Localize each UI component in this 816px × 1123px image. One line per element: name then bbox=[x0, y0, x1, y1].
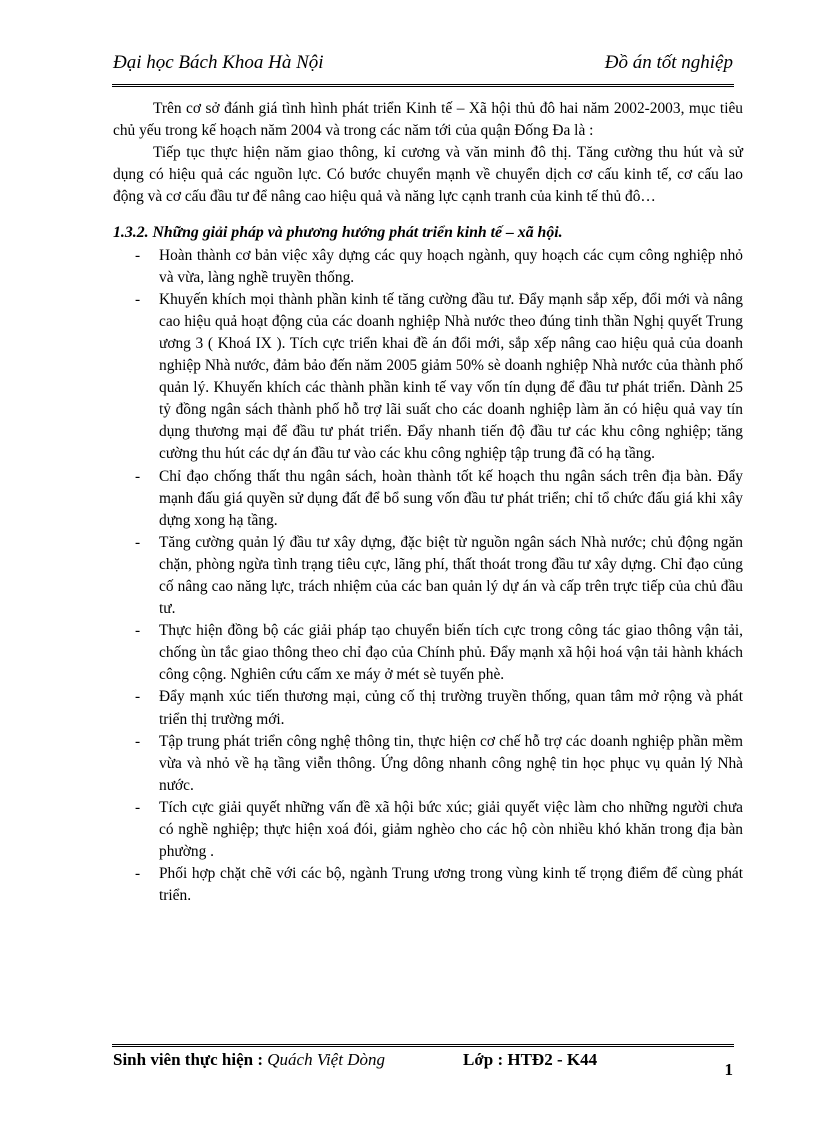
list-item-text: Đẩy mạnh xúc tiến thương mại, củng cố thị trường truyền thống, quan tâm mở rộng và phát triển thị trường mới. bbox=[159, 688, 743, 728]
list-item bbox=[113, 863, 743, 907]
document-body bbox=[113, 98, 743, 907]
list-item-text: Thực hiện đồng bộ các giải pháp tạo chuyển biến tích cực trong công tác giao thông vận tải, chống ùn tắc giao thông theo chỉ đạo của Chính phủ. Đẩy mạnh xã hội hoá vận tải hành khách công cộng. Nghiên cứu cấm xe máy ở mét sè tuyến phè. bbox=[159, 622, 743, 684]
list-item bbox=[113, 466, 743, 532]
footer-divider bbox=[112, 1044, 734, 1047]
section-heading: 1.3.2. Những giải pháp và phương hướng phát triển kinh tế – xã hội. bbox=[113, 224, 563, 242]
bullet-dash: - bbox=[135, 246, 141, 264]
page-number: 1 bbox=[724, 1060, 733, 1079]
list-item bbox=[113, 289, 743, 466]
list-item-text: Phối hợp chặt chẽ với các bộ, ngành Trung ương trong vùng kinh tế trọng điểm để cùng phát triển. bbox=[159, 865, 743, 905]
student-name: Quách Việt Dòng bbox=[267, 1050, 385, 1069]
list-item-text: Chỉ đạo chống thất thu ngân sách, hoàn thành tốt kế hoạch thu ngân sách trên địa bàn. Đẩy mạnh đấu giá quyền sử dụng đất để bổ sung vốn đầu tư phát triển; chỉ tổ chức đấu giá khi xây dựng xong hạ tầng. bbox=[159, 467, 743, 529]
list-item-text: Khuyến khích mọi thành phần kinh tế tăng cường đầu tư. Đẩy mạnh sắp xếp, đổi mới và nâng cao hiệu quả hoạt động của các doanh nghiệp Nhà nước theo đúng tinh thần Nghị quyết Trung ương 3 ( Khoá IX ). Tích cực triển khai đề án đổi mới, sắp xếp nâng cao hiệu quả của doanh nghiệp Nhà nước, đảm bảo đến năm 2005 giảm 50% sè doanh nghiệp Nhà nước của thành phố quản lý. Khuyến khích các thành phần kinh tế vay vốn tín dụng để đầu tư phát triển. Dành 25 tỷ đồng ngân sách thành phố hỗ trợ lãi suất cho các doanh nghiệp làm ăn có hiệu quả vay tín dụng thương mại để đầu tư phát triển. Đẩy nhanh tiến độ đầu tư các khu công nghiệp; tăng cường thu hút các dự án đầu tư vào các khu công nghiệp tập trung đã có hạ tầng. bbox=[159, 290, 743, 463]
page-header bbox=[113, 52, 733, 78]
solutions-list bbox=[113, 245, 743, 908]
list-item bbox=[113, 731, 743, 797]
list-item bbox=[113, 532, 743, 620]
bullet-dash: - bbox=[135, 688, 141, 706]
list-item bbox=[113, 620, 743, 686]
footer-class: Lớp : HTĐ2 - K44 bbox=[463, 1050, 598, 1069]
header-university: Đại học Bách Khoa Hà Nội bbox=[113, 52, 324, 73]
header-document-type: Đồ án tốt nghiệp bbox=[604, 52, 733, 73]
header-divider bbox=[112, 84, 734, 87]
intro-paragraph-2: Tiếp tục thực hiện năm giao thông, kỉ cương và văn minh đô thị. Tăng cường thu hút và sử dụng có hiệu quả các nguồn lực. Có bước chuyển mạnh về chuyển dịch cơ cấu kinh tế, cơ cấu lao động và cơ cấu đầu tư để nâng cao hiệu quả và năng lực cạnh tranh của kinh tế thủ đô… bbox=[113, 144, 743, 206]
list-item bbox=[113, 686, 743, 730]
bullet-dash: - bbox=[135, 732, 141, 750]
bullet-dash: - bbox=[135, 622, 141, 640]
bullet-dash: - bbox=[135, 290, 141, 308]
intro-paragraph-1: Trên cơ sở đánh giá tình hình phát triển Kinh tế – Xã hội thủ đô hai năm 2002-2003, mục tiêu chủ yếu trong kế hoạch năm 2004 và trong các năm tới của quận Đống Đa là : bbox=[113, 100, 743, 140]
bullet-dash: - bbox=[135, 533, 141, 551]
footer-student bbox=[113, 1050, 385, 1070]
list-item bbox=[113, 245, 743, 289]
list-item-text: Tăng cường quản lý đầu tư xây dựng, đặc biệt từ nguồn ngân sách Nhà nước; chủ động ngăn chặn, phòng ngừa tình trạng tiêu cực, lãng phí, thất thoát trong đầu tư xây dựng. Chỉ đạo củng cố nâng cao năng lực, trách nhiệm của các ban quản lý dự án và cấp trên trực tiếp của chủ đầu tư. bbox=[159, 533, 743, 618]
bullet-dash: - bbox=[135, 798, 141, 816]
list-item-text: Hoàn thành cơ bản việc xây dựng các quy hoạch ngành, quy hoạch các cụm công nghiệp nhỏ và vừa, làng nghề truyền thống. bbox=[159, 246, 743, 286]
bullet-dash: - bbox=[135, 865, 141, 883]
page-footer bbox=[113, 1050, 743, 1080]
list-item-text: Tập trung phát triển công nghệ thông tin, thực hiện cơ chế hỗ trợ các doanh nghiệp phần mềm vừa và nhỏ về hạ tầng viễn thông. Ứng dông nhanh công nghệ tin học phục vụ quản lý Nhà nước. bbox=[159, 732, 743, 794]
student-label: Sinh viên thực hiện : bbox=[113, 1050, 268, 1069]
list-item-text: Tích cực giải quyết những vấn đề xã hội bức xúc; giải quyết việc làm cho những người chưa có nghề nghiệp; thực hiện xoá đói, giảm nghèo cho các hộ còn nhiều khó khăn trong địa bàn phường . bbox=[159, 798, 743, 861]
list-item bbox=[113, 797, 743, 863]
bullet-dash: - bbox=[135, 467, 141, 485]
